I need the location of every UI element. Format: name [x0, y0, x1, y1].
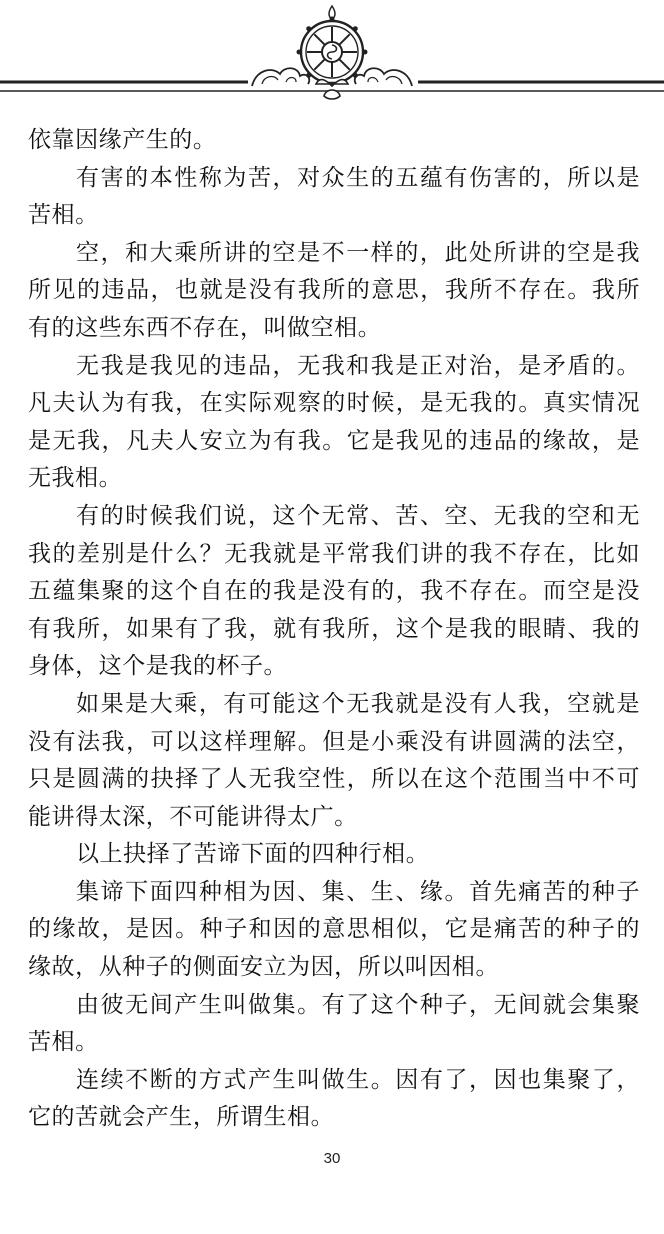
- dharma-wheel-icon: [0, 0, 664, 112]
- paragraph: 如果是大乘，有可能这个无我就是没有人我，空就是没有法我，可以这样理解。但是小乘没有讲圆满的法空，只是圆满的抉择了人无我空性，所以在这个范围当中不可能讲得太深，不可能讲得太广。: [28, 690, 640, 830]
- page-number: 30: [323, 1150, 341, 1167]
- paragraph: 有害的本性称为苦，对众生的五蕴有伤害的，所以是苦相。: [28, 164, 640, 229]
- paragraph: 依靠因缘产生的。: [28, 127, 217, 153]
- page-header: [0, 0, 664, 112]
- paragraph: 有的时候我们说，这个无常、苦、空、无我的空和无我的差别是什么？无我就是平常我们讲的我不存在，比如五蕴集聚的这个自在的我是没有的，我不存在。而空是没有我所，如果有了我，就有我所，这个是我的眼睛、我的身体，这个是我的杯子。: [28, 502, 640, 680]
- paragraph: 空，和大乘所讲的空是不一样的，此处所讲的空是我所见的违品，也就是没有我所的意思，我所不存在。我所有的这些东西不存在，叫做空相。: [28, 239, 640, 341]
- paragraph: 无我是我见的违品，无我和我是正对治，是矛盾的。凡夫认为有我，在实际观察的时候，是无我的。真实情况是无我，凡夫人安立为有我。它是我见的违品的缘故，是无我相。: [28, 352, 640, 492]
- paragraph: 连续不断的方式产生叫做生。因有了，因也集聚了，它的苦就会产生，所谓生相。: [28, 1066, 640, 1131]
- paragraph: 以上抉择了苦谛下面的四种行相。: [76, 841, 430, 868]
- body-text: [28, 122, 640, 1137]
- paragraph: 集谛下面四种相为因、集、生、缘。首先痛苦的种子的缘故，是因。种子和因的意思相似，它是痛苦的种子的缘故，从种子的侧面安立为因，所以叫因相。: [28, 878, 640, 981]
- paragraph: 由彼无间产生叫做集。有了这个种子，无间就会集聚苦相。: [28, 991, 640, 1056]
